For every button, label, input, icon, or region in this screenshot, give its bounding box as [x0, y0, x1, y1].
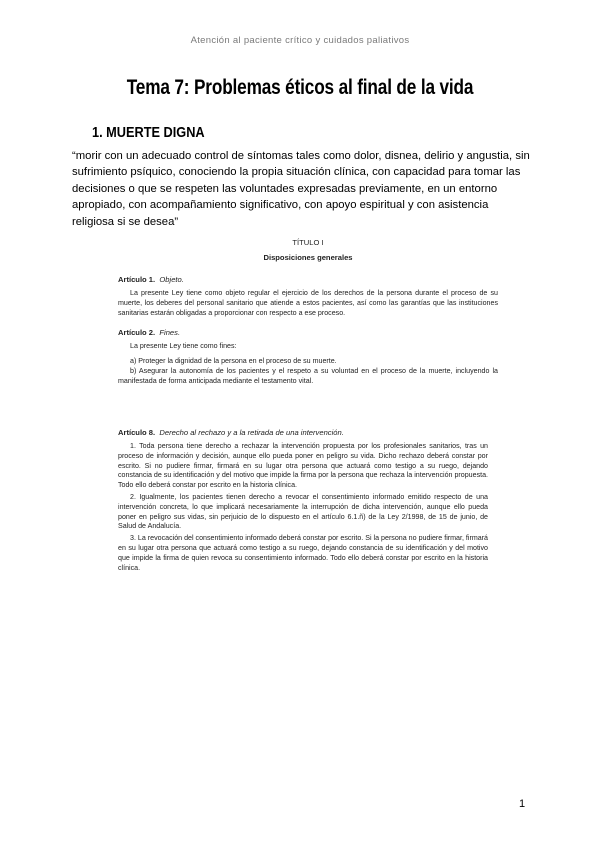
article-2-intro: La presente Ley tiene como fines: — [130, 342, 237, 351]
article-1-name: Objeto. — [159, 275, 184, 284]
titulo-subheading: Disposiciones generales — [263, 253, 353, 262]
article-8-paragraph-3: 3. La revocación del consentimiento informado deberá constar por escrito. Si la persona no pudiere firmar, firmará en su lugar otra persona que actuará como testigo a su ruego, dejando constancia de su identificación y del motivo que impide la firma de quien revoca su consentimiento informado. Todo ello deberá constar por escrito en la historia clínica. — [118, 534, 488, 572]
article-1-text: La presente Ley tiene como objeto regular el ejercicio de los derechos de la persona durante el proceso de su muerte, los deberes del personal sanitario que atiende a estos pacientes, así como las garantías que las instituciones sanitarias estarán obligadas a proporcionar con respecto a ese proceso. — [118, 289, 498, 317]
law-excerpt-1 — [118, 238, 498, 387]
law-excerpt-2 — [118, 428, 488, 573]
page-title: Tema 7: Problemas éticos al final de la vida — [126, 76, 474, 99]
article-2-heading — [118, 328, 498, 337]
article-8-paragraph-1: 1. Toda persona tiene derecho a rechazar la intervención propuesta por los profesionales sanitarios, tras un proceso de información y decisión, aunque ello pueda poner en peligro su vida. Dicho rechazo deberá constar por escrito. Si no pudiere firmar, firmará en su lugar otra persona que actuará como testigo a su ruego, dejando constancia de su identificación y del motivo que impide la firma por la persona que rechaza la intervención propuesta. Todo ello deberá constar por escrito en la historia clínica. — [118, 442, 488, 490]
article-2-item-b: b) Asegurar la autonomía de los pacientes y el respeto a su voluntad en el proceso de la muerte, incluyendo la manifestada de forma anticipada mediante el testamento vital. — [118, 366, 498, 385]
article-2-label: Artículo 2. — [118, 328, 156, 338]
definition-quote: “morir con un adecuado control de síntomas tales como dolor, disnea, delirio y angustia, sin sufrimiento psíquico, conociendo la propia situación clínica, con capacidad para tomar las decisiones o que se respeten las voluntades expresadas previamente, en un entorno apropiado, con acompañamiento significativo, con apoyo espiritual y con asistencia religiosa si se desea” — [72, 150, 530, 228]
article-8-heading — [118, 428, 488, 437]
article-8-name: Derecho al rechazo y a la retirada de una intervención. — [159, 428, 344, 437]
article-1-heading — [118, 275, 498, 284]
article-8-label: Artículo 8. — [118, 428, 156, 437]
section-heading: 1. MUERTE DIGNA — [92, 124, 205, 141]
titulo-heading: TÍTULO I — [292, 238, 324, 247]
article-8-paragraph-2: 2. Igualmente, los pacientes tienen derecho a revocar el consentimiento informado emitido respecto de una intervención concreta, lo que implicará necesariamente la interrupción de dicha intervención, aunque ello pueda poner en peligro sus vidas, sin perjuicio de lo dispuesto en el artículo 6.1.ñ) de la Ley 2/1998, de 15 de junio, de Salud de Andalucía. — [118, 492, 488, 531]
running-header: Atención al paciente crítico y cuidados paliativos — [190, 35, 410, 46]
page-number: 1 — [519, 798, 526, 810]
article-2-name: Fines. — [159, 328, 181, 338]
article-2-item-a: a) Proteger la dignidad de la persona en el proceso de su muerte. — [130, 357, 337, 366]
article-1-label: Artículo 1. — [118, 275, 156, 284]
